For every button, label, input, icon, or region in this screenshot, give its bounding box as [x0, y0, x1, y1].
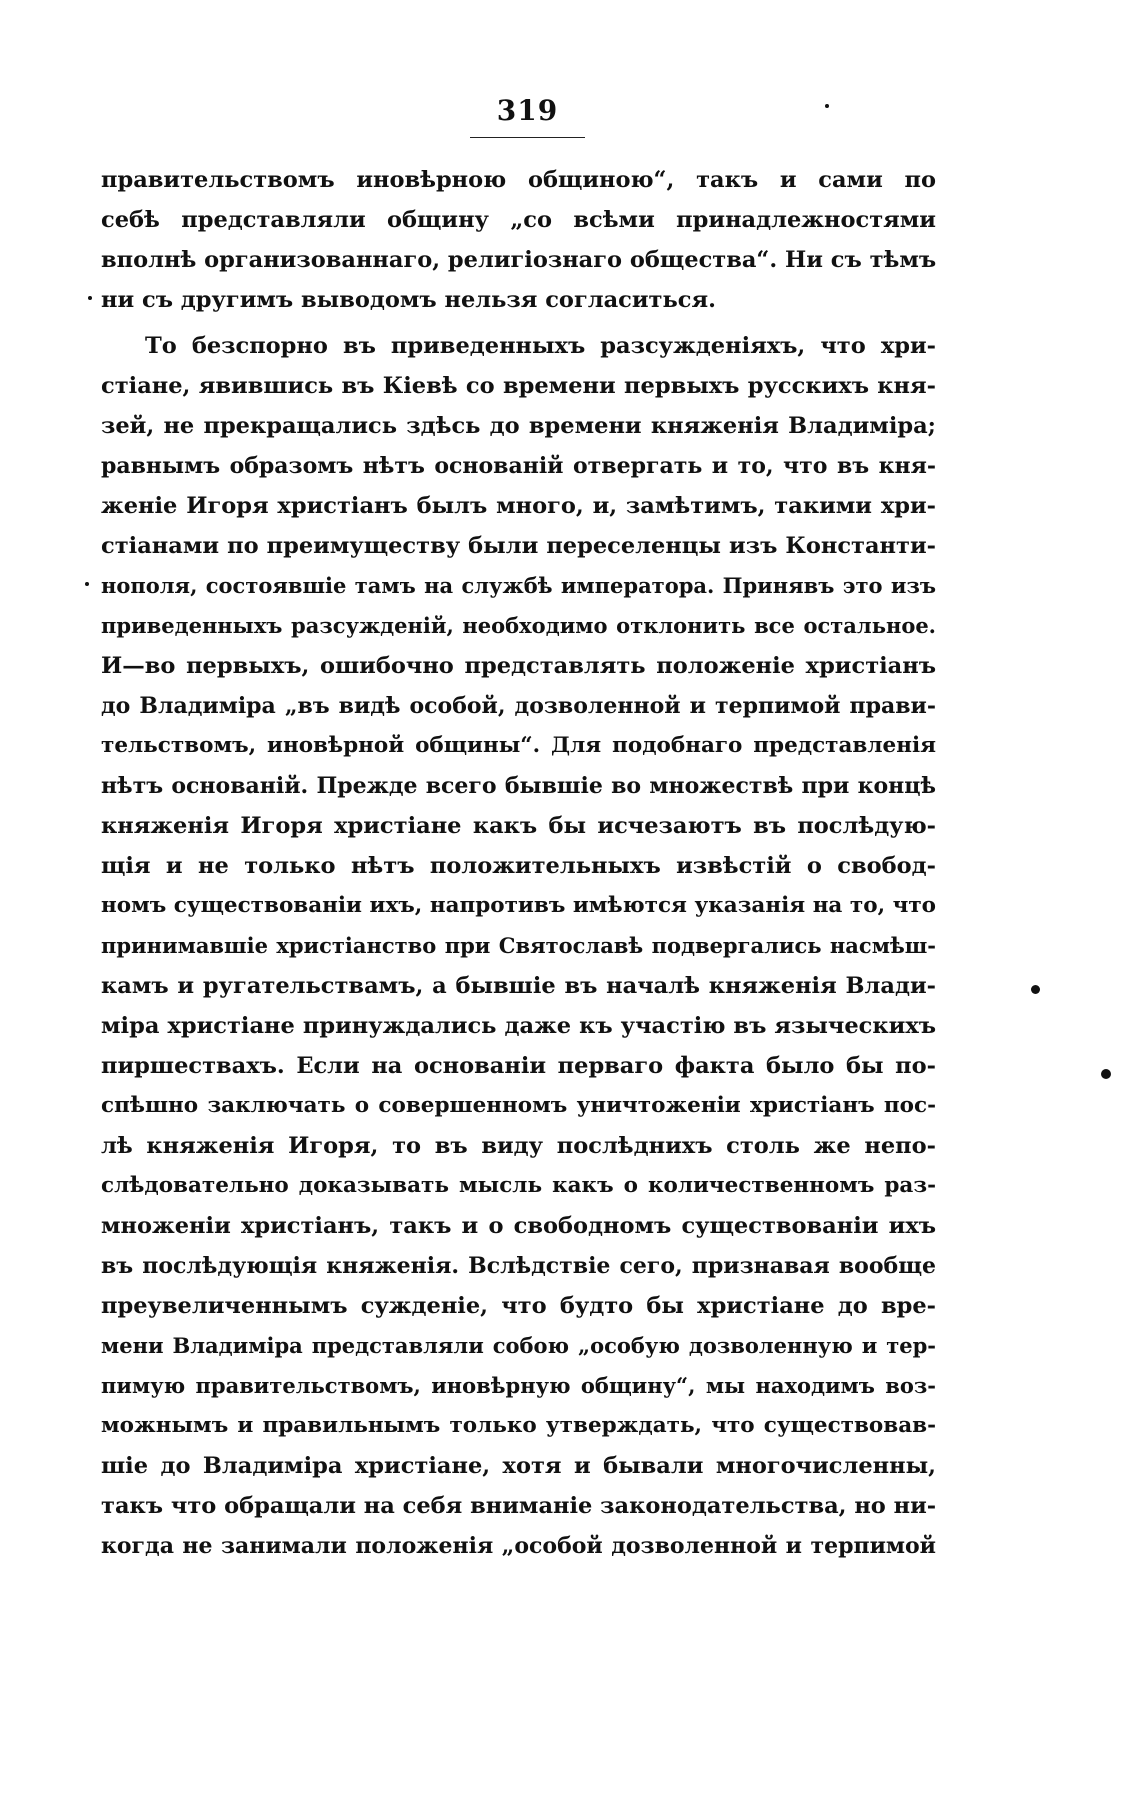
text-line: вполнѣ организованнаго, религіознаго общества“. Ни съ тѣмъ: [101, 247, 936, 273]
text-line: можнымъ и правильнымъ только утверждать, что существовав-: [101, 1413, 936, 1438]
text-line: принимавшіе христіанство при Святославѣ подвергались насмѣш-: [101, 933, 936, 958]
text-line: такъ что обращали на себя вниманіе законодательства, но ни-: [101, 1493, 936, 1519]
text-line: номъ существованіи ихъ, напротивъ имѣются указанія на то, что: [101, 893, 936, 918]
text-line: стіане, явившись въ Кіевѣ со времени первыхъ русскихъ кня-: [101, 373, 936, 399]
text-line: И—во первыхъ, ошибочно представлять положеніе христіанъ: [101, 653, 936, 679]
text-line: То безспорно въ приведенныхъ разсужденіяхъ, что хри-: [145, 333, 936, 359]
text-line: слѣдовательно доказывать мысль какъ о количественномъ раз-: [101, 1173, 936, 1198]
text-line: шіе до Владиміра христіане, хотя и бывали многочисленны,: [101, 1453, 936, 1479]
text-line: равнымъ образомъ нѣтъ основаній отвергать и то, что въ кня-: [101, 453, 936, 479]
page-number: 319: [496, 94, 559, 127]
ink-speck: [88, 296, 92, 300]
body-text: [101, 160, 936, 1566]
text-line: до Владиміра „въ видѣ особой, дозволенной и терпимой прави-: [101, 693, 936, 719]
text-line: пиршествахъ. Если на основаніи перваго факта было бы по-: [101, 1053, 936, 1079]
ink-speck: [825, 104, 829, 108]
text-line: мени Владиміра представляли собою „особую дозволенную и тер-: [101, 1333, 936, 1358]
text-line: тельствомъ, иновѣрной общины“. Для подобнаго представленія: [101, 733, 936, 758]
ink-speck: [1101, 1069, 1111, 1079]
paragraph: [101, 160, 936, 320]
text-line: міра христіане принуждались даже къ участію въ языческихъ: [101, 1013, 936, 1039]
text-line: въ послѣдующія княженія. Вслѣдствіе сего, признавая вообще: [101, 1253, 936, 1279]
text-line: камъ и ругательствамъ, а бывшіе въ началѣ княженія Влади-: [101, 973, 936, 999]
paragraph: [101, 326, 936, 1566]
text-line: спѣшно заключать о совершенномъ уничтоженіи христіанъ пос-: [101, 1093, 936, 1118]
page-number-rule: [470, 137, 585, 138]
text-line: лѣ княженія Игоря, то въ виду послѣднихъ столь же непо-: [101, 1133, 936, 1159]
text-line: нополя, состоявшіе тамъ на службѣ императора. Принявъ это изъ: [101, 573, 936, 598]
text-line: себѣ представляли общину „со всѣми принадлежностями: [101, 207, 936, 233]
text-line: нѣтъ основаній. Прежде всего бывшіе во множествѣ при концѣ: [101, 773, 936, 799]
text-line: княженія Игоря христіане какъ бы исчезаютъ въ послѣдую-: [101, 813, 936, 839]
text-line: щія и не только нѣтъ положительныхъ извѣстій о свобод-: [101, 853, 936, 879]
text-line: когда не занимали положенія „особой дозволенной и терпимой: [101, 1533, 936, 1559]
text-line: пимую правительствомъ, иновѣрную общину“, мы находимъ воз-: [101, 1373, 936, 1398]
text-line: приведенныхъ разсужденій, необходимо отклонить все остальное.: [101, 613, 936, 638]
text-line: множеніи христіанъ, такъ и о свободномъ существованіи ихъ: [101, 1213, 936, 1239]
text-line: преувеличеннымъ сужденіе, что будто бы христіане до вре-: [101, 1293, 936, 1319]
text-line: правительствомъ иновѣрною общиною“, такъ и сами по: [101, 167, 936, 193]
text-line: зей, не прекращались здѣсь до времени княженія Владиміра;: [101, 413, 936, 439]
text-line: ни съ другимъ выводомъ нельзя согласиться.: [101, 287, 716, 313]
ink-speck: [85, 582, 89, 586]
text-line: стіанами по преимуществу были переселенцы изъ Константи-: [101, 533, 936, 559]
ink-speck: [1031, 985, 1040, 994]
text-line: женіе Игоря христіанъ былъ много, и, замѣтимъ, такими хри-: [101, 493, 936, 519]
